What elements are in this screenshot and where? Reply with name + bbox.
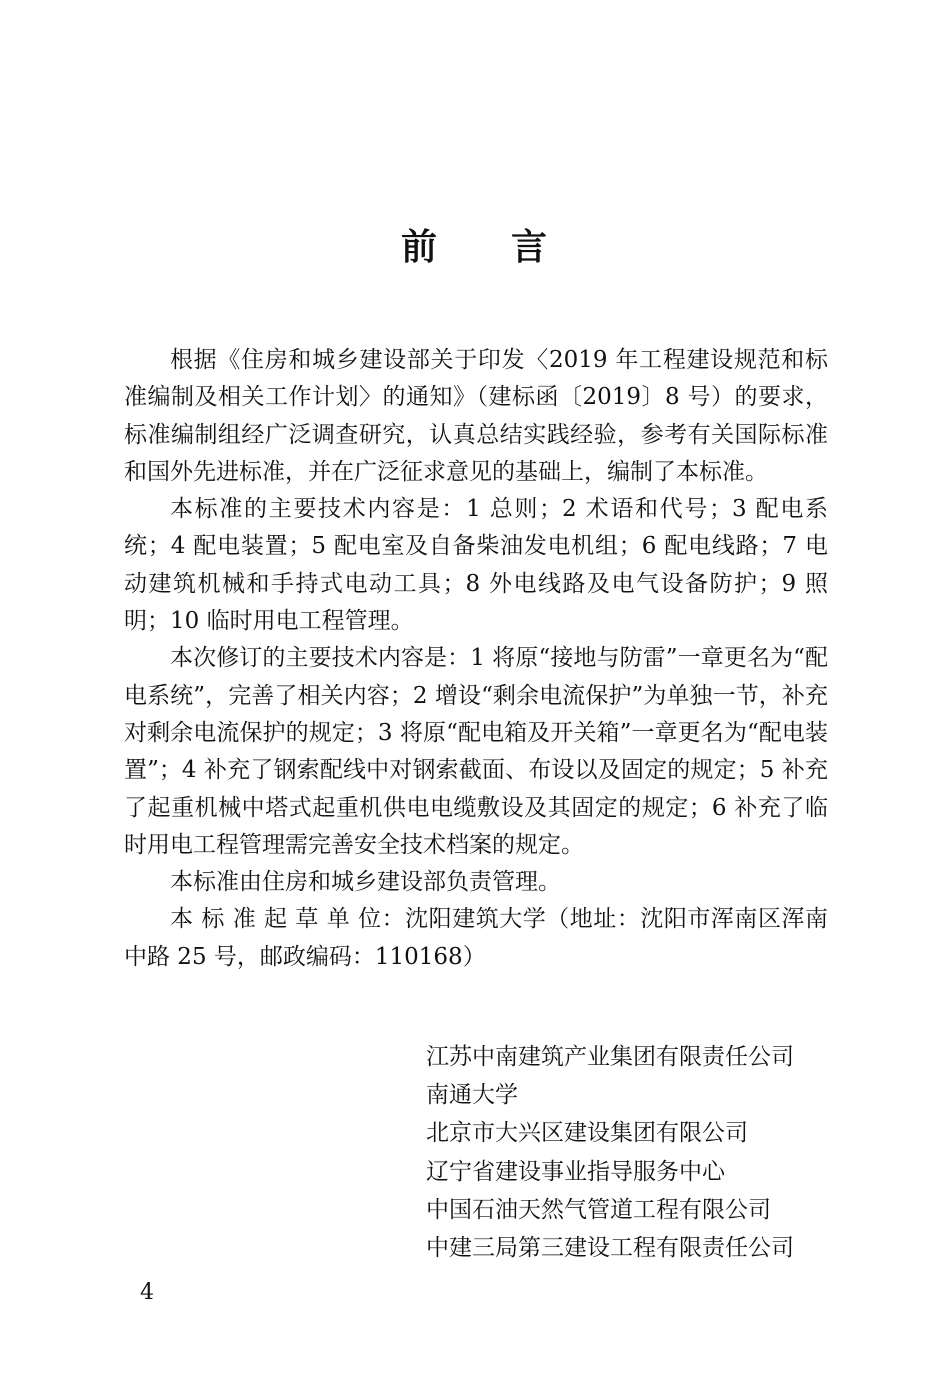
title-char-2: 言 bbox=[511, 227, 550, 268]
drafting-unit: 辽宁省建设事业指导服务中心 bbox=[426, 1158, 725, 1185]
drafting-units-list bbox=[426, 1038, 846, 1267]
drafting-unit: 中建三局第三建设工程有限责任公司 bbox=[426, 1235, 794, 1262]
paragraph-revision-content: 本次修订的主要技术内容是：1 将原“接地与防雷”一章更名为“配电系统”，完善了相关内容；2 增设“剩余电流保护”为单独一节，补充对剩余电流保护的规定；3 将原“配电箱及开关箱”一章更名为“配电装置”；4 补充了钢索配线中对钢索截面、布设以及固定的规定；5 补充了起重机械中塔式起重机供电电缆敷设及其固定的规定；6 补充了临时用电工程管理需完善安全技术档案的规定。 bbox=[124, 645, 828, 858]
drafting-unit: 江苏中南建筑产业集团有限责任公司 bbox=[426, 1044, 794, 1070]
page-number: 4 bbox=[140, 1280, 154, 1305]
drafting-unit: 南通大学 bbox=[426, 1082, 518, 1109]
preface-body bbox=[124, 342, 828, 976]
paragraph-chief-drafting-unit: 本 标 准 起 草 单 位：沈阳建筑大学（地址：沈阳市浑南区浑南中路 25 号，邮政编码：110168） bbox=[124, 906, 828, 970]
title-char-1: 前 bbox=[400, 227, 439, 268]
paragraph-basis: 根据《住房和城乡建设部关于印发〈2019 年工程建设规范和标准编制及相关工作计划〉的通知》（建标函〔2019〕8 号）的要求，标准编制组经广泛调查研究，认真总结实践经验，参考有关国际标准和国外先进标准，并在广泛征求意见的基础上，编制了本标准。 bbox=[124, 347, 828, 485]
drafting-unit: 中国石油天然气管道工程有限公司 bbox=[426, 1196, 771, 1223]
drafting-unit: 北京市大兴区建设集团有限公司 bbox=[426, 1120, 748, 1147]
page-title bbox=[0, 222, 950, 274]
paragraph-management: 本标准由住房和城乡建设部负责管理。 bbox=[170, 869, 561, 896]
paragraph-main-content: 本标准的主要技术内容是：1 总则；2 术语和代号；3 配电系统；4 配电装置；5 配电室及自备柴油发电机组；6 配电线路；7 电动建筑机械和手持式电动工具；8 外电线路及电气设备防护；9 照明；10 临时用电工程管理。 bbox=[124, 496, 828, 635]
